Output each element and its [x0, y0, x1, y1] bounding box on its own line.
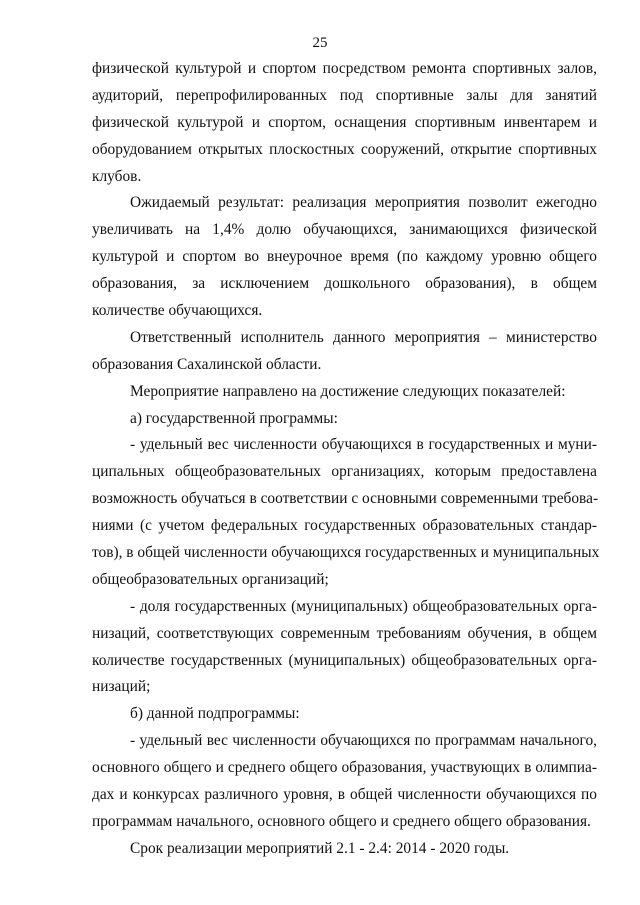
- text-line: - удельный вес численности обучающихся в государственных и муни-: [130, 436, 597, 454]
- paragraph: [92, 190, 597, 324]
- paragraph: [92, 594, 597, 702]
- text-line: аудиторий, перепрофилированных под спортивные залы для занятий: [92, 86, 597, 104]
- document-body: [92, 56, 600, 863]
- text-line: количестве государственных (муниципальных) общеобразовательных орга-: [92, 651, 597, 669]
- text-line: образования, за исключением дошкольного образования), в общем: [92, 275, 597, 293]
- text-line: культурой и спортом во внеурочное время (по каждому уровню общего: [92, 248, 597, 266]
- paragraph: [92, 836, 597, 863]
- text-line: образования Сахалинской области.: [92, 355, 322, 373]
- text-line: низаций, соответствующих современным требованиям обучения, в общем: [92, 624, 597, 642]
- text-line: Ответственный исполнитель данного мероприятия – министерство: [130, 328, 597, 346]
- text-line: оборудованием открытых плоскостных сооружений, открытие спортивных: [92, 140, 597, 158]
- text-line: дах и конкурсах различного уровня, в общей численности обучающихся по: [92, 786, 597, 804]
- text-line: Срок реализации мероприятий 2.1 - 2.4: 2014 - 2020 годы.: [130, 839, 510, 857]
- text-line: низаций;: [92, 678, 151, 696]
- paragraph: [92, 728, 597, 836]
- text-line: Ожидаемый результат: реализация мероприятия позволит ежегодно: [130, 194, 597, 212]
- text-line: количестве обучающихся.: [92, 302, 263, 320]
- paragraph: [92, 432, 600, 593]
- text-line: физической культурой и спортом, оснащения спортивным инвентарем и: [92, 113, 597, 131]
- text-line: возможность обучаться в соответствии с основными современными требова-: [92, 490, 599, 508]
- text-line: ципальных общеобразовательных организациях, которым предоставлена: [92, 463, 597, 481]
- paragraph: [92, 325, 597, 379]
- text-line: увеличивать на 1,4% долю обучающихся, занимающихся физической: [92, 221, 597, 239]
- text-line: б) данной подпрограммы:: [130, 705, 300, 723]
- text-line: общеобразовательных организаций;: [92, 570, 329, 588]
- page-number: 25: [312, 35, 328, 51]
- text-line: а) государственной программы:: [130, 409, 338, 427]
- text-line: физической культурой и спортом посредством ремонта спортивных залов,: [92, 60, 597, 77]
- paragraph: [92, 379, 597, 406]
- text-line: - доля государственных (муниципальных) общеобразовательных орга-: [130, 597, 597, 615]
- text-line: ниями (с учетом федеральных государственных образовательных стандар-: [92, 517, 597, 535]
- text-line: - удельный вес численности обучающихся по программам начального,: [130, 732, 597, 750]
- text-line: тов), в общей численности обучающихся государственных и муниципальных: [92, 544, 600, 562]
- text-line: программам начального, основного общего и среднего общего образования.: [92, 812, 591, 830]
- paragraph: [92, 56, 597, 190]
- text-line: клубов.: [92, 167, 142, 185]
- text-line: основного общего и среднего общего образования, участвующих в олимпиа-: [92, 759, 597, 777]
- paragraph: [92, 701, 597, 728]
- text-line: Мероприятие направлено на достижение следующих показателей:: [130, 382, 566, 400]
- paragraph: [92, 406, 597, 433]
